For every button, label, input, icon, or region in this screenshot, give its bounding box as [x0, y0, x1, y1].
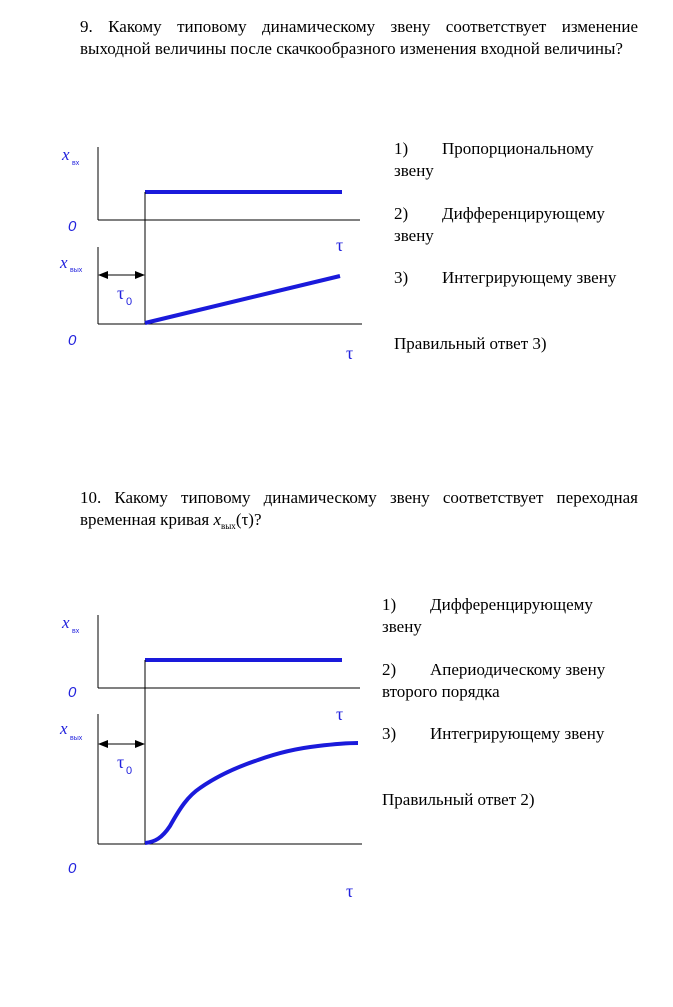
q10-text-sub: вых	[221, 521, 236, 531]
q10-delay-arrow-right-head	[135, 740, 145, 748]
q9-answer-2-num: 2)	[394, 204, 409, 223]
q10-x-out-sub: вых	[70, 735, 83, 742]
q10-tau0-label: τ	[117, 752, 125, 772]
q9-answer-3-text: Интегрирующему звену	[442, 268, 617, 287]
q10-tau-output-axis: τ	[346, 881, 354, 901]
q9-tau0-sub: 0	[126, 296, 133, 308]
q10-text-before: 10. Какому типовому динамическому звену соответствует переходная временная кривая	[80, 488, 638, 529]
q9-x-out-label: x	[60, 253, 68, 272]
q10-answer-2-cont: второго порядка	[382, 682, 500, 701]
q9-answer-2-text: Дифференцирующему	[442, 204, 605, 223]
q10-answer-2-text: Апериодическому звену	[430, 660, 606, 679]
q10-output-curve	[145, 743, 358, 843]
q10-text-var: x	[213, 510, 222, 529]
q9-answer-1-text: Пропорциональному	[442, 139, 594, 158]
q10-answer-3-num: 3)	[382, 724, 397, 743]
q9-tau0-label: τ	[117, 283, 125, 303]
q9-answer-2-cont: звену	[394, 226, 434, 245]
q10-zero-input: 0	[68, 684, 77, 701]
q10-correct-answer: Правильный ответ 2)	[382, 790, 535, 809]
q10-answer-1-num: 1)	[382, 595, 397, 614]
q9-answer-1-num: 1)	[394, 139, 409, 158]
q10-answer-2-num: 2)	[382, 660, 397, 679]
q10-answer-1-cont: звену	[382, 617, 422, 636]
q9-answer-1-cont: звену	[394, 161, 434, 180]
q10-x-in-label: x	[62, 613, 70, 632]
q9-tau-output-axis: τ	[346, 343, 354, 363]
q9-zero-output: 0	[68, 332, 77, 349]
q10-x-out-label: x	[60, 719, 68, 738]
q9-correct-answer: Правильный ответ 3)	[394, 334, 547, 353]
question-9-text: 9. Какому типовому динамическому звену соответствует изменение выходной величины после скачкообразного изменения входной величины?	[80, 17, 638, 58]
q10-delay-arrow-left-head	[98, 740, 108, 748]
q10-answer-3-text: Интегрирующему звену	[430, 724, 605, 743]
q9-x-in-sub: вх	[72, 160, 80, 167]
q10-text-after: (τ)?	[235, 510, 262, 529]
q9-zero-input: 0	[68, 218, 77, 235]
q10-zero-output: 0	[68, 860, 77, 877]
q10-tau-input-axis: τ	[336, 704, 344, 724]
q9-x-in-label: x	[62, 145, 70, 164]
q10-answer-1-text: Дифференцирующему	[430, 595, 593, 614]
q10-x-in-sub: вх	[72, 628, 80, 635]
q9-answer-3-num: 3)	[394, 268, 409, 287]
q10-tau0-sub: 0	[126, 765, 133, 777]
q9-tau-input-axis: τ	[336, 235, 344, 255]
q9-x-out-sub: вых	[70, 267, 83, 274]
